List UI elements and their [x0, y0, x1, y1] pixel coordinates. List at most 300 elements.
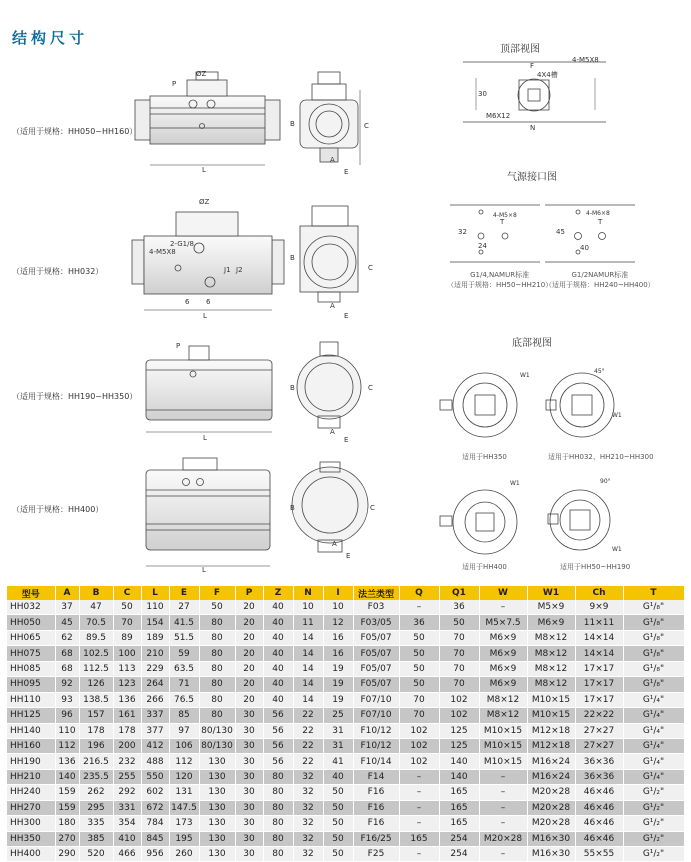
table-cell: M8×12	[527, 677, 575, 692]
table-cell: G¹/₂"	[623, 816, 684, 831]
table-cell: 270	[55, 831, 79, 846]
table-cell: 50	[399, 677, 439, 692]
table-cell: M10×15	[527, 692, 575, 707]
table-cell: 9×9	[575, 600, 623, 615]
table-cell: 140	[439, 754, 479, 769]
table-cell: G¹/₄"	[623, 754, 684, 769]
dim-40: 40	[580, 244, 589, 252]
table-cell: 16	[323, 630, 353, 645]
table-cell: G¹/₄"	[623, 769, 684, 784]
table-cell: HH140	[7, 723, 55, 738]
table-cell: HH160	[7, 738, 55, 753]
spec-table-body	[7, 600, 684, 862]
dim-m6x12: M6X12	[486, 112, 511, 120]
table-cell: 16	[323, 646, 353, 661]
table-cell: 11	[293, 615, 323, 630]
dim-45: 45	[556, 228, 565, 236]
table-cell: M6×9	[479, 630, 527, 645]
header-cell: W1	[527, 586, 575, 600]
dim-m5x8s: 4-M5×8	[493, 212, 517, 219]
table-cell: 165	[439, 816, 479, 831]
row-label-hh050: （适用于规格：HH050~HH160）	[12, 127, 138, 136]
table-cell: –	[479, 785, 527, 800]
header-cell: A	[55, 586, 79, 600]
table-cell: M16×30	[527, 831, 575, 846]
header-cell: 型号	[7, 586, 55, 600]
header-cell: W	[479, 586, 527, 600]
table-cell: M8×12	[527, 661, 575, 676]
table-cell: 154	[141, 615, 169, 630]
table-cell: 56	[263, 754, 293, 769]
table-cell: 22×22	[575, 708, 623, 723]
table-cell: –	[479, 847, 527, 862]
row-label-hh400: （适用于规格：HH400）	[12, 505, 104, 514]
table-cell: 123	[113, 677, 141, 692]
table-cell: 80	[199, 630, 235, 645]
table-cell: 36×36	[575, 754, 623, 769]
bottom-caption-2: 适用于HH032、HH210~HH300	[548, 453, 654, 461]
table-cell: 70	[439, 630, 479, 645]
table-cell: 229	[141, 661, 169, 676]
table-cell: 80	[199, 692, 235, 707]
dim-m6x8s: 4-M6×8	[586, 210, 610, 217]
header-cell: P	[235, 586, 263, 600]
table-row	[7, 754, 684, 769]
dim-2g18: 2-G1/8	[170, 240, 194, 248]
table-cell: 106	[169, 738, 199, 753]
table-cell: 14	[293, 692, 323, 707]
dim-a-1: A	[330, 156, 335, 164]
dim-4x4: 4X4槽	[537, 71, 558, 79]
table-cell: M16×24	[527, 769, 575, 784]
dim-b-1: B	[290, 120, 295, 128]
table-cell: HH300	[7, 816, 55, 831]
dim-c-3: C	[368, 384, 373, 392]
table-cell: 50	[439, 615, 479, 630]
table-cell: 102	[399, 738, 439, 753]
dim-w1-3: W1	[510, 480, 520, 487]
table-cell: G¹/₈"	[623, 677, 684, 692]
table-cell: G¹/₈"	[623, 661, 684, 676]
table-cell: F16	[353, 785, 399, 800]
table-cell: 159	[55, 785, 79, 800]
table-cell: 466	[113, 847, 141, 862]
table-cell: 80	[263, 785, 293, 800]
table-cell: 264	[141, 677, 169, 692]
table-cell: 125	[439, 738, 479, 753]
table-cell: F16	[353, 800, 399, 815]
table-cell: HH210	[7, 769, 55, 784]
table-cell: 14×14	[575, 630, 623, 645]
table-cell: M5×9	[527, 600, 575, 615]
section-title: 结构尺寸	[12, 29, 89, 47]
dim-t-1: T	[500, 218, 505, 226]
table-cell: 46×46	[575, 816, 623, 831]
table-cell: HH240	[7, 785, 55, 800]
dim-a-2: A	[330, 302, 335, 310]
table-cell: G¹/₄"	[623, 692, 684, 707]
table-cell: M8×12	[479, 708, 527, 723]
table-cell: 520	[79, 847, 113, 862]
table-cell: 173	[169, 816, 199, 831]
table-cell: 30	[235, 708, 263, 723]
table-cell: 17×17	[575, 677, 623, 692]
table-cell: 50	[113, 600, 141, 615]
table-cell: –	[479, 800, 527, 815]
table-cell: 20	[235, 692, 263, 707]
table-cell: M12×18	[527, 723, 575, 738]
table-cell: 30	[235, 847, 263, 862]
air-port-view-title: 气源接口图	[507, 172, 557, 183]
table-cell: 70.5	[79, 615, 113, 630]
table-cell: 14	[293, 630, 323, 645]
dim-90deg: 90°	[600, 478, 611, 485]
table-cell: G¹/₈"	[623, 646, 684, 661]
table-cell: 290	[55, 847, 79, 862]
table-cell: F05/07	[353, 630, 399, 645]
header-cell: C	[113, 586, 141, 600]
dim-e-4: E	[346, 552, 351, 560]
table-cell: 68	[55, 661, 79, 676]
top-view-title: 顶部视图	[500, 44, 540, 55]
table-cell: 80	[199, 708, 235, 723]
table-cell: 784	[141, 816, 169, 831]
table-cell: 19	[323, 677, 353, 692]
table-cell: 130	[199, 847, 235, 862]
table-cell: 22	[293, 708, 323, 723]
table-cell: 20	[235, 630, 263, 645]
table-cell: 31	[323, 723, 353, 738]
table-cell: –	[479, 769, 527, 784]
table-cell: 80	[263, 769, 293, 784]
table-cell: 147.5	[169, 800, 199, 815]
table-row	[7, 615, 684, 630]
dim-six-2: 6	[206, 298, 211, 306]
table-cell: 20	[235, 646, 263, 661]
table-cell: 70	[399, 708, 439, 723]
dim-l-2: L	[203, 312, 207, 320]
table-cell: 76.5	[169, 692, 199, 707]
table-cell: 110	[55, 723, 79, 738]
table-cell: 602	[141, 785, 169, 800]
table-cell: 97	[169, 723, 199, 738]
table-cell: 189	[141, 630, 169, 645]
table-cell: 112	[55, 738, 79, 753]
table-cell: M6×9	[479, 646, 527, 661]
side-view-hh400	[146, 458, 270, 566]
table-cell: HH400	[7, 847, 55, 862]
table-cell: 50	[323, 800, 353, 815]
table-cell: 36	[399, 615, 439, 630]
table-cell: 56	[263, 723, 293, 738]
table-cell: 377	[141, 723, 169, 738]
table-cell: 80	[199, 661, 235, 676]
table-cell: 845	[141, 831, 169, 846]
table-row	[7, 646, 684, 661]
table-cell: 232	[113, 754, 141, 769]
table-cell: 254	[439, 831, 479, 846]
dim-c-1: C	[364, 122, 369, 130]
table-cell: 22	[293, 754, 323, 769]
table-cell: 112	[169, 754, 199, 769]
row-label-hh190: （适用于规格：HH190~HH350）	[12, 392, 138, 401]
table-cell: 110	[141, 600, 169, 615]
header-cell: 法兰类型	[353, 586, 399, 600]
dim-a-4: A	[332, 540, 337, 548]
table-cell: F05/07	[353, 661, 399, 676]
header-cell: F	[199, 586, 235, 600]
dim-oz-1: ØZ	[196, 70, 207, 78]
dim-l-1: L	[202, 166, 206, 174]
bottom-caption-1: 适用于HH350	[462, 453, 507, 461]
dim-j2: J2	[236, 266, 243, 274]
table-cell: 10	[293, 600, 323, 615]
spec-table	[7, 586, 685, 862]
table-cell: 14	[293, 677, 323, 692]
table-cell: 20	[235, 661, 263, 676]
table-cell: 130	[199, 816, 235, 831]
table-cell: 32	[293, 816, 323, 831]
table-cell: HH075	[7, 646, 55, 661]
table-cell: 20	[235, 677, 263, 692]
header-cell: T	[623, 586, 684, 600]
table-cell: 32	[293, 769, 323, 784]
table-cell: 62	[55, 630, 79, 645]
dim-w1-1: W1	[520, 372, 530, 379]
table-cell: 31	[323, 738, 353, 753]
header-cell: Q	[399, 586, 439, 600]
table-cell: 89	[113, 630, 141, 645]
table-cell: 80	[199, 615, 235, 630]
table-cell: 410	[113, 831, 141, 846]
table-row	[7, 723, 684, 738]
table-cell: G¹/₂"	[623, 831, 684, 846]
dim-e-3: E	[344, 436, 349, 444]
table-cell: HH085	[7, 661, 55, 676]
table-cell: M20×28	[479, 831, 527, 846]
table-cell: 295	[79, 800, 113, 815]
table-cell: 159	[55, 800, 79, 815]
table-cell: F10/14	[353, 754, 399, 769]
table-cell: 40	[263, 677, 293, 692]
table-cell: 235.5	[79, 769, 113, 784]
table-cell: 14×14	[575, 646, 623, 661]
table-cell: 337	[141, 708, 169, 723]
table-cell: 120	[169, 769, 199, 784]
table-cell: 46×46	[575, 800, 623, 815]
header-cell: L	[141, 586, 169, 600]
dim-45deg: 45°	[594, 368, 605, 375]
table-cell: 27	[169, 600, 199, 615]
table-cell: 40	[263, 600, 293, 615]
table-cell: 32	[293, 847, 323, 862]
table-cell: 956	[141, 847, 169, 862]
table-cell: 17×17	[575, 692, 623, 707]
table-cell: 80/130	[199, 723, 235, 738]
table-cell: F10/12	[353, 723, 399, 738]
table-cell: HH125	[7, 708, 55, 723]
table-cell: M20×28	[527, 800, 575, 815]
table-cell: 50	[199, 600, 235, 615]
bottom-view-hh50	[548, 490, 610, 550]
table-cell: 102.5	[79, 646, 113, 661]
table-row	[7, 738, 684, 753]
table-cell: M5×7.5	[479, 615, 527, 630]
table-cell: 102	[439, 692, 479, 707]
table-cell: 50	[399, 630, 439, 645]
table-cell: 550	[141, 769, 169, 784]
table-cell: 46×46	[575, 785, 623, 800]
table-cell: G¹/₈"	[623, 600, 684, 615]
table-cell: 56	[263, 738, 293, 753]
header-cell: Ch	[575, 586, 623, 600]
table-cell: 30	[235, 785, 263, 800]
bottom-view-hh400	[440, 490, 517, 554]
table-cell: HH270	[7, 800, 55, 815]
table-cell: 292	[113, 785, 141, 800]
table-cell: 70	[439, 677, 479, 692]
table-cell: M8×12	[479, 692, 527, 707]
dim-t-2: T	[598, 218, 603, 226]
table-cell: 41.5	[169, 615, 199, 630]
table-cell: 70	[439, 646, 479, 661]
table-row	[7, 816, 684, 831]
table-cell: 56	[263, 708, 293, 723]
table-cell: 41	[323, 754, 353, 769]
table-cell: 140	[55, 769, 79, 784]
table-cell: 488	[141, 754, 169, 769]
table-cell: 180	[55, 816, 79, 831]
bottom-caption-3: 适用于HH400	[462, 563, 507, 571]
dim-l-4: L	[202, 566, 206, 574]
table-cell: 32	[293, 800, 323, 815]
table-cell: 130	[199, 800, 235, 815]
table-cell: M10×15	[479, 754, 527, 769]
dim-l-3: L	[203, 434, 207, 442]
table-cell: 32	[293, 785, 323, 800]
table-cell: F16	[353, 816, 399, 831]
table-cell: 27×27	[575, 738, 623, 753]
table-cell: 140	[439, 769, 479, 784]
table-cell: 45	[55, 615, 79, 630]
table-cell: 14	[293, 661, 323, 676]
table-row	[7, 769, 684, 784]
table-cell: M8×12	[527, 646, 575, 661]
air-port-caption-1	[447, 270, 552, 290]
table-cell: 20	[235, 615, 263, 630]
table-cell: –	[399, 816, 439, 831]
table-cell: 412	[141, 738, 169, 753]
table-cell: 354	[113, 816, 141, 831]
table-cell: HH110	[7, 692, 55, 707]
table-cell: 136	[55, 754, 79, 769]
table-cell: 37	[55, 600, 79, 615]
table-cell: 260	[169, 847, 199, 862]
table-cell: 254	[439, 847, 479, 862]
table-cell: 25	[323, 708, 353, 723]
table-cell: –	[399, 785, 439, 800]
table-cell: G¹/₄"	[623, 738, 684, 753]
air-port-caption-1-line1: G1/4,NAMUR标准	[470, 271, 530, 279]
dim-30: 30	[478, 90, 487, 98]
table-row	[7, 692, 684, 707]
dim-m5x8-2: 4-M5X8	[149, 248, 176, 256]
table-cell: 59	[169, 646, 199, 661]
dim-m5x8-top: 4-M5X8	[572, 56, 599, 64]
table-cell: 331	[113, 800, 141, 815]
table-cell: 165	[439, 800, 479, 815]
table-cell: G¹/₈"	[623, 630, 684, 645]
table-cell: 161	[113, 708, 141, 723]
table-cell: 102	[439, 708, 479, 723]
table-cell: M16×30	[527, 847, 575, 862]
table-cell: 12	[323, 615, 353, 630]
table-cell: M10×15	[527, 708, 575, 723]
table-cell: –	[479, 816, 527, 831]
table-cell: 70	[439, 661, 479, 676]
table-cell: 96	[55, 708, 79, 723]
table-cell: 165	[439, 785, 479, 800]
table-cell: F03/05	[353, 615, 399, 630]
bottom-view-hh350	[440, 373, 517, 437]
table-cell: F05/07	[353, 677, 399, 692]
dim-p-1: P	[172, 80, 177, 88]
dim-w1-2: W1	[612, 412, 622, 419]
table-cell: 51.5	[169, 630, 199, 645]
table-cell: HH190	[7, 754, 55, 769]
table-cell: 262	[79, 785, 113, 800]
end-view-hh032	[300, 206, 358, 302]
table-cell: 131	[169, 785, 199, 800]
table-cell: F14	[353, 769, 399, 784]
table-cell: 385	[79, 831, 113, 846]
table-cell: HH350	[7, 831, 55, 846]
table-cell: 178	[113, 723, 141, 738]
table-cell: 30	[235, 738, 263, 753]
table-cell: –	[399, 600, 439, 615]
table-cell: 50	[399, 661, 439, 676]
table-row	[7, 600, 684, 615]
table-cell: 70	[113, 615, 141, 630]
header-cell: E	[169, 586, 199, 600]
table-cell: 85	[169, 708, 199, 723]
dim-j1: J1	[224, 266, 231, 274]
table-cell: 80	[263, 800, 293, 815]
table-cell: 102	[399, 754, 439, 769]
table-cell: G¹/₄"	[623, 708, 684, 723]
table-cell: 10	[323, 600, 353, 615]
dim-e-1: E	[344, 168, 349, 176]
dim-b-2: B	[290, 254, 295, 262]
table-cell: 19	[323, 661, 353, 676]
table-cell: M16×24	[527, 754, 575, 769]
table-cell: M20×28	[527, 816, 575, 831]
table-row	[7, 677, 684, 692]
table-cell: 30	[235, 723, 263, 738]
table-cell: 22	[293, 738, 323, 753]
table-cell: 50	[399, 646, 439, 661]
table-cell: 80	[263, 831, 293, 846]
table-row	[7, 785, 684, 800]
table-cell: 130	[199, 769, 235, 784]
dim-24: 24	[478, 242, 487, 250]
table-cell: 92	[55, 677, 79, 692]
header-cell: Z	[263, 586, 293, 600]
table-row	[7, 847, 684, 862]
table-cell: 71	[169, 677, 199, 692]
table-cell: 165	[399, 831, 439, 846]
table-cell: 138.5	[79, 692, 113, 707]
